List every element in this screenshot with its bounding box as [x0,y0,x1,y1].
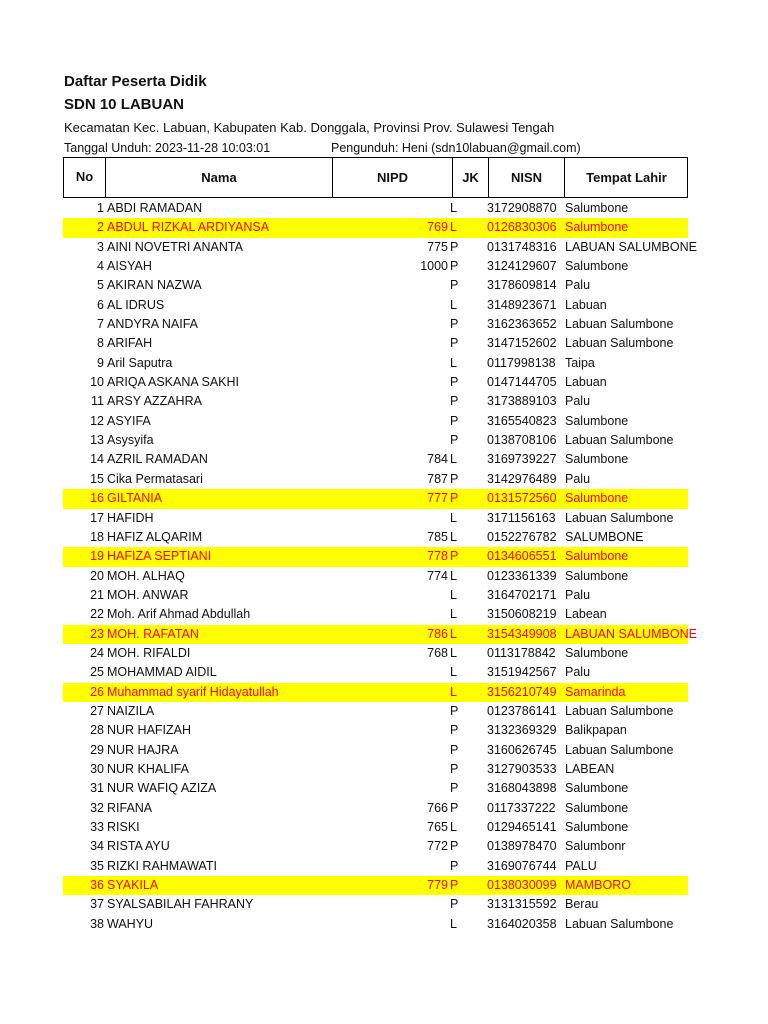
cell-nisn: 0117998138 [487,355,556,370]
cell-nipd: 778 [427,549,448,564]
cell-tempat-lahir: Salumbone [565,259,629,274]
cell-no: 34 [90,839,104,854]
cell-jk: L [450,568,457,583]
cell-jk: L [450,607,457,622]
cell-jk: P [450,897,459,912]
table-row [63,644,688,663]
cell-no: 7 [97,317,104,332]
cell-nisn: 3131315592 [487,897,557,912]
cell-nama: ASYIFA [107,413,151,428]
cell-nisn: 3148923671 [487,297,557,312]
cell-nama: Muhammad syarif Hidayatullah [107,684,279,699]
table-row [63,567,688,586]
cell-nisn: 0123786141 [487,703,557,718]
cell-no: 37 [90,897,104,912]
school-name: SDN 10 LABUAN [64,96,185,113]
table-row [63,431,688,450]
cell-no: 27 [90,703,104,718]
cell-jk: P [450,761,459,776]
cell-nipd: 1000 [420,259,448,274]
cell-tempat-lahir: Labuan [565,375,607,390]
cell-nama: AKIRAN NAZWA [107,278,202,293]
table-row [63,470,688,489]
cell-tempat-lahir: Palu [565,587,591,602]
cell-nama: RIFANA [107,800,153,815]
cell-nama: ANDYRA NAIFA [107,317,198,332]
table-row [63,547,688,566]
cell-jk: L [450,916,457,931]
table-row [63,876,688,895]
cell-tempat-lahir: Salumbone [565,645,629,660]
cell-no: 18 [90,529,104,544]
table-row [63,702,688,721]
cell-jk: L [450,452,457,467]
cell-nama: RIZKI RAHMAWATI [107,858,217,873]
cell-nipd: 785 [427,529,448,544]
cell-no: 32 [90,800,104,815]
cell-jk: P [450,742,459,757]
cell-tempat-lahir: Labuan Salumbone [565,336,674,351]
cell-tempat-lahir: Palu [565,665,591,680]
cell-jk: P [450,471,459,486]
cell-tempat-lahir: Salumbone [565,220,629,235]
cell-nama: RISKI [107,820,140,834]
cell-nisn: 3169739227 [487,452,557,467]
table-row [63,799,688,818]
cell-tempat-lahir: Salumbone [565,549,629,564]
table-row [63,741,688,760]
cell-no: 20 [90,568,104,583]
cell-nisn: 0131748316 [487,239,557,254]
cell-nipd: 772 [427,839,448,854]
cell-no: 33 [90,820,104,834]
cell-jk: L [450,355,457,370]
cell-nipd: 777 [427,491,448,506]
cell-nisn: 3156210749 [487,684,557,699]
cell-nisn: 3151942567 [487,665,557,680]
cell-no: 14 [90,452,104,467]
table-row [63,528,688,547]
cell-nama: Moh. Arif Ahmad Abdullah [107,607,251,622]
cell-nisn: 3142976489 [487,471,557,486]
table-header [63,157,688,198]
cell-tempat-lahir: Labean [565,607,607,622]
cell-nisn: 0123361339 [487,568,557,583]
cell-nama: NUR KHALIFA [107,761,189,776]
cell-no: 36 [90,878,104,893]
table-row [63,489,688,508]
cell-tempat-lahir: Salumbone [565,452,629,467]
table-row [63,276,688,295]
table-row [63,663,688,682]
cell-nisn: 0129465141 [487,820,557,834]
header-nama: Nama [106,158,333,197]
cell-no: 19 [90,549,104,564]
cell-nisn: 3162363652 [487,317,557,332]
cell-jk: L [450,820,457,834]
header-tempat-lahir: Tempat Lahir [586,170,667,185]
cell-no: 24 [90,645,104,660]
cell-tempat-lahir: Salumbone [565,568,629,583]
cell-nama: MOHAMMAD AIDIL [107,665,217,680]
table-row [63,392,688,411]
table-row [63,450,688,469]
cell-nipd: 775 [427,239,448,254]
header-nipd: NIPD [333,158,453,197]
cell-no: 16 [90,491,104,506]
cell-no: 22 [90,607,104,622]
cell-nama: HAFIZA SEPTIANI [107,549,212,564]
table-row [63,895,688,914]
cell-tempat-lahir: Salumbone [565,820,629,834]
cell-no: 6 [97,297,104,312]
cell-nisn: 3168043898 [487,781,557,796]
cell-nisn: 3164702171 [487,587,557,602]
cell-no: 28 [90,723,104,738]
cell-jk: P [450,375,459,390]
cell-nama: Aril Saputra [107,355,173,370]
cell-tempat-lahir: MAMBORO [565,878,631,893]
cell-no: 9 [97,355,104,370]
cell-nama: Asysyifa [107,433,154,448]
cell-nisn: 0138030099 [487,878,557,893]
download-date: Tanggal Unduh: 2023-11-28 10:03:01 [64,141,271,155]
cell-tempat-lahir: Labuan Salumbone [565,510,674,525]
cell-nama: WAHYU [107,916,154,931]
cell-nisn: 3124129607 [487,259,557,274]
cell-no: 23 [90,626,104,641]
cell-tempat-lahir: SALUMBONE [565,529,644,544]
header-nisn: NISN [489,158,565,197]
student-table-body [63,199,697,934]
cell-tempat-lahir: Labuan [565,297,607,312]
cell-no: 3 [97,239,104,254]
cell-tempat-lahir: Salumbone [565,800,629,815]
cell-tempat-lahir: Salumbone [565,491,629,506]
cell-nisn: 3164020358 [487,916,557,931]
cell-nama: ABDUL RIZKAL ARDIYANSA [107,220,270,235]
cell-no: 21 [90,587,104,602]
cell-nama: HAFIZ ALQARIM [107,529,203,544]
cell-nipd: 765 [427,820,448,834]
cell-jk: P [450,413,459,428]
cell-jk: P [450,858,459,873]
cell-nama: AINI NOVETRI ANANTA [107,239,243,254]
cell-nama: AISYAH [107,259,152,274]
cell-nisn: 0126830306 [487,220,557,235]
cell-nipd: 766 [427,800,448,815]
cell-nipd: 787 [427,471,448,486]
cell-tempat-lahir: Labuan Salumbone [565,742,674,757]
cell-tempat-lahir: PALU [565,858,597,873]
cell-nisn: 0134606551 [487,549,557,564]
cell-nama: MOH. RIFALDI [107,645,191,660]
cell-tempat-lahir: Palu [565,394,591,409]
cell-no: 13 [90,433,104,448]
cell-jk: P [450,433,459,448]
cell-tempat-lahir: Salumbone [565,781,629,796]
cell-tempat-lahir: Balikpapan [565,723,627,738]
cell-no: 29 [90,742,104,757]
table-row [63,721,688,740]
table-row [63,334,688,353]
cell-tempat-lahir: LABUAN SALUMBONE [565,626,697,641]
cell-jk: P [450,703,459,718]
cell-nama: NUR HAJRA [107,742,179,757]
cell-no: 31 [90,781,104,796]
cell-nisn: 0131572560 [487,491,557,506]
cell-nipd: 774 [427,568,448,583]
cell-nama: NUR WAFIQ AZIZA [107,781,217,796]
cell-jk: L [450,645,457,660]
cell-jk: L [450,587,457,602]
cell-no: 15 [90,471,104,486]
cell-tempat-lahir: Berau [565,897,599,912]
cell-nisn: 3172908870 [487,201,557,215]
cell-jk: L [450,684,457,699]
cell-nama: SYAKILA [107,878,159,893]
cell-nisn: 3171156163 [487,510,556,525]
table-row [63,257,688,276]
table-row [63,509,688,528]
cell-no: 2 [97,220,104,235]
cell-jk: L [450,201,457,215]
cell-tempat-lahir: Salumbonr [565,839,626,854]
cell-tempat-lahir: Labuan Salumbone [565,317,674,332]
table-row [63,625,697,644]
cell-nama: NUR HAFIZAH [107,723,192,738]
cell-no: 30 [90,761,104,776]
cell-tempat-lahir: LABUAN SALUMBONE [565,239,697,254]
cell-nisn: 3169076744 [487,858,557,873]
cell-nisn: 3154349908 [487,626,557,641]
cell-nisn: 0147144705 [487,375,557,390]
cell-nama: Cika Permatasari [107,471,203,486]
cell-nama: MOH. RAFATAN [107,626,199,641]
cell-nipd: 786 [427,626,448,641]
cell-nisn: 3160626745 [487,742,557,757]
cell-nipd: 784 [427,452,448,467]
cell-no: 5 [97,278,104,293]
cell-nisn: 3147152602 [487,336,557,351]
cell-tempat-lahir: Palu [565,471,591,486]
cell-jk: P [450,781,459,796]
table-row [63,412,688,431]
cell-no: 11 [91,394,104,409]
cell-jk: L [450,665,457,680]
table-row [63,818,688,837]
cell-nisn: 3132369329 [487,723,557,738]
header-jk: JK [453,158,489,197]
cell-jk: P [450,800,459,815]
table-row [63,683,688,702]
cell-jk: P [450,317,459,332]
cell-no: 25 [90,665,104,680]
cell-no: 1 [97,201,104,215]
cell-jk: L [450,510,457,525]
cell-tempat-lahir: Labuan Salumbone [565,916,674,931]
table-row [63,779,688,798]
cell-nama: MOH. ALHAQ [107,568,185,583]
table-row [63,238,697,257]
table-row [63,218,688,237]
table-row [63,605,688,624]
table-row [63,857,688,876]
cell-tempat-lahir: Labuan Salumbone [565,703,674,718]
cell-jk: P [450,278,459,293]
cell-nipd: 779 [427,878,448,893]
cell-jk: P [450,839,459,854]
table-row [63,915,688,934]
cell-nipd: 769 [427,220,448,235]
cell-jk: L [450,529,457,544]
downloader: Pengunduh: Heni (sdn10labuan@gmail.com) [331,141,581,155]
cell-nipd: 768 [427,645,448,660]
cell-nama: ABDI RAMADAN [107,201,203,215]
cell-tempat-lahir: Palu [565,278,591,293]
table-row [63,373,688,392]
cell-nama: RISTA AYU [107,839,170,854]
cell-no: 17 [90,510,104,525]
table-row [63,837,688,856]
cell-jk: P [450,549,459,564]
cell-jk: P [450,259,459,274]
cell-jk: P [450,723,459,738]
cell-nama: ARSY AZZAHRA [107,394,202,409]
cell-jk: P [450,239,459,254]
cell-nisn: 0138708106 [487,433,557,448]
cell-jk: P [450,336,459,351]
cell-jk: L [450,626,457,641]
cell-jk: L [450,220,457,235]
table-row [63,199,688,218]
cell-nisn: 3165540823 [487,413,557,428]
cell-no: 4 [97,259,104,274]
cell-jk: P [450,878,459,893]
cell-nama: MOH. ANWAR [107,587,189,602]
cell-tempat-lahir: Samarinda [565,684,626,699]
table-row [63,760,688,779]
cell-nisn: 3127903533 [487,761,557,776]
cell-nisn: 3150608219 [487,607,557,622]
cell-nisn: 0117337222 [487,800,556,815]
cell-nisn: 3178609814 [487,278,557,293]
cell-tempat-lahir: LABEAN [565,761,615,776]
cell-tempat-lahir: Taipa [565,355,595,370]
cell-nama: SYALSABILAH FAHRANY [107,897,254,912]
cell-nama: ARIFAH [107,336,153,351]
cell-no: 38 [90,916,104,931]
table-row [63,296,688,315]
cell-no: 8 [97,336,104,351]
cell-jk: P [450,491,459,506]
cell-nisn: 3173889103 [487,394,557,409]
cell-jk: L [450,297,457,312]
table-row [63,354,688,373]
cell-tempat-lahir: Labuan Salumbone [565,433,674,448]
cell-nama: HAFIDH [107,510,154,525]
table-row [63,586,688,605]
cell-jk: P [450,394,459,409]
cell-nama: AZRIL RAMADAN [107,452,208,467]
cell-tempat-lahir: Salumbone [565,413,629,428]
cell-nama: GILTANIA [107,491,163,506]
cell-no: 26 [90,684,104,699]
cell-nisn: 0152276782 [487,529,557,544]
document-title: Daftar Peserta Didik [64,73,207,90]
table-row [63,315,688,334]
cell-no: 35 [90,858,104,873]
cell-nisn: 0138978470 [487,839,557,854]
cell-nama: ARIQA ASKANA SAKHI [107,375,240,390]
cell-no: 10 [90,375,104,390]
cell-nama: AL IDRUS [107,297,165,312]
cell-nama: NAIZILA [107,703,155,718]
cell-tempat-lahir: Salumbone [565,201,629,215]
header-no: No [64,158,106,197]
location-line: Kecamatan Kec. Labuan, Kabupaten Kab. Donggala, Provinsi Prov. Sulawesi Tengah [64,120,555,135]
cell-nisn: 0113178842 [487,645,556,660]
cell-no: 12 [90,413,104,428]
